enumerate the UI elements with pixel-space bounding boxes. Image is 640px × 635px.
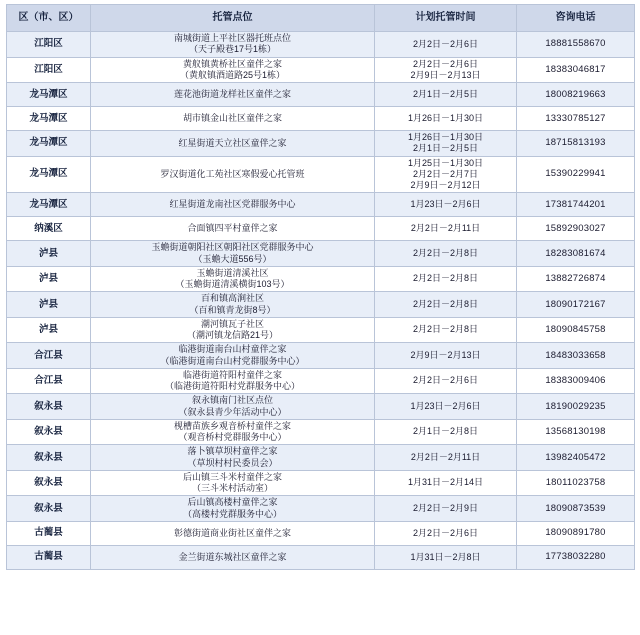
cell-time — [375, 394, 517, 420]
site-name: 胡市镇金山社区童伴之家 — [182, 112, 282, 123]
site-name: 合面镇四平村童伴之家 — [187, 223, 278, 234]
time-line: 2月2日－2月7日 — [412, 168, 479, 179]
time-line: 1月23日－2月6日 — [410, 400, 481, 411]
cell-phone: 18008219663 — [517, 83, 635, 107]
table-row — [7, 470, 635, 496]
table-row — [7, 496, 635, 522]
cell-phone: 13882726874 — [517, 266, 635, 292]
time-line: 2月2日－2月9日 — [412, 502, 479, 513]
cell-phone: 13568130198 — [517, 419, 635, 445]
table-row — [7, 343, 635, 369]
time-line: 2月1日－2月5日 — [412, 143, 479, 154]
table-row — [7, 394, 635, 420]
time-line: 2月9日－2月12日 — [410, 180, 481, 190]
site-address: （黄舣镇酒道路25号1栋） — [179, 69, 286, 80]
site-name: 玉蟾街道清溪社区 — [196, 267, 269, 278]
cell-site — [91, 419, 375, 445]
site-name: 黄舣镇黄桥社区童伴之家 — [182, 58, 282, 69]
site-name: 后山镇三斗米村童伴之家 — [182, 471, 282, 482]
cell-phone: 13982405472 — [517, 445, 635, 471]
cell-district: 古蔺县 — [7, 521, 91, 545]
time-line: 2月1日－2月5日 — [412, 88, 479, 99]
site-address: （高楼村党群服务中心） — [182, 508, 282, 519]
site-address: （观音桥村党群服务中心） — [178, 432, 287, 442]
cell-district: 泸县 — [7, 292, 91, 318]
site-name: 临港街道南台山村童伴之家 — [178, 344, 287, 355]
cell-time — [375, 107, 517, 131]
cell-district: 叙永县 — [7, 394, 91, 420]
cell-site — [91, 394, 375, 420]
cell-time — [375, 156, 517, 193]
time-line: 2月9日－2月13日 — [410, 349, 481, 360]
site-name: 金兰街道东城社区童伴之家 — [178, 551, 287, 562]
site-address: （三斗米村活动室） — [191, 483, 273, 493]
cell-phone: 15390229941 — [517, 156, 635, 193]
cell-phone: 13330785127 — [517, 107, 635, 131]
table-row — [7, 57, 635, 83]
site-name: 彰德街道商业街社区童伴之家 — [173, 527, 291, 538]
site-address: （草坝村村民委员会） — [187, 457, 278, 468]
cell-time — [375, 521, 517, 545]
time-line: 1月31日－2月8日 — [410, 551, 481, 562]
time-line: 2月2日－2月8日 — [412, 324, 479, 335]
site-address: （临港街道南台山村党群服务中心） — [160, 355, 305, 366]
site-name: 叙永镇南门社区点位 — [191, 395, 273, 406]
site-name: 临港街道符阳村童伴之家 — [182, 369, 282, 380]
cell-district: 龙马潭区 — [7, 193, 91, 217]
time-line: 1月25日－1月30日 — [407, 157, 484, 168]
table-row — [7, 156, 635, 193]
table-row — [7, 241, 635, 267]
header-row — [7, 5, 635, 32]
cell-site — [91, 241, 375, 267]
cell-phone: 18383009406 — [517, 368, 635, 394]
site-name: 玉蟾街道朝阳社区朝阳社区党群服务中心 — [151, 242, 314, 253]
cell-site — [91, 107, 375, 131]
cell-phone: 17738032280 — [517, 545, 635, 569]
cell-phone: 18090873539 — [517, 496, 635, 522]
cell-site — [91, 57, 375, 83]
table-row — [7, 193, 635, 217]
site-address: （玉蟾街道清溪横街103号） — [175, 279, 290, 289]
cell-district: 江阳区 — [7, 57, 91, 83]
column-header-site: 托管点位 — [91, 5, 375, 32]
cell-district: 龙马潭区 — [7, 107, 91, 131]
site-name: 莲花池街道龙样社区童伴之家 — [173, 88, 291, 99]
cell-phone: 15892903027 — [517, 217, 635, 241]
cell-district: 泸县 — [7, 317, 91, 343]
site-name: 罗汉街道化工苑社区寒假爱心托管班 — [160, 168, 305, 179]
table-row — [7, 419, 635, 445]
site-name: 红星街道天立社区童伴之家 — [178, 137, 287, 148]
cell-site — [91, 521, 375, 545]
cell-time — [375, 217, 517, 241]
site-name: 落卜镇草坝村童伴之家 — [187, 446, 278, 457]
cell-site — [91, 131, 375, 157]
cell-district: 龙马潭区 — [7, 131, 91, 157]
cell-phone: 18881558670 — [517, 32, 635, 58]
cell-phone: 18190029235 — [517, 394, 635, 420]
site-name: 百和镇高涧社区 — [200, 293, 264, 304]
time-line: 2月2日－2月6日 — [412, 38, 479, 49]
cell-time — [375, 292, 517, 318]
cell-district: 叙永县 — [7, 470, 91, 496]
site-address: （天子殿巷17号1栋） — [188, 44, 277, 55]
cell-district: 龙马潭区 — [7, 83, 91, 107]
cell-phone: 18090891780 — [517, 521, 635, 545]
time-line: 2月2日－2月11日 — [410, 451, 481, 462]
cell-time — [375, 343, 517, 369]
cell-site — [91, 217, 375, 241]
cell-time — [375, 266, 517, 292]
cell-time — [375, 57, 517, 83]
time-line: 2月2日－2月8日 — [412, 298, 479, 309]
site-name: 枧槽苗族乡观音桥村童伴之家 — [173, 420, 291, 431]
table-row — [7, 521, 635, 545]
site-address: （临港街道符阳村党群服务中心） — [164, 381, 300, 391]
cell-district: 叙永县 — [7, 419, 91, 445]
cell-site — [91, 496, 375, 522]
site-address: （叙永县青少年活动中心） — [178, 406, 287, 417]
table-row — [7, 317, 635, 343]
table-row — [7, 292, 635, 318]
childcare-schedule-table — [6, 4, 635, 570]
cell-site — [91, 545, 375, 569]
site-name: 红星街道龙南社区党群服务中心 — [169, 199, 296, 210]
cell-district: 叙永县 — [7, 445, 91, 471]
cell-time — [375, 131, 517, 157]
cell-district: 纳溪区 — [7, 217, 91, 241]
time-line: 1月26日－1月30日 — [407, 132, 484, 142]
column-header-district: 区（市、区） — [7, 5, 91, 32]
cell-time — [375, 419, 517, 445]
site-name: 后山镇高楼村童伴之家 — [187, 497, 278, 508]
cell-district: 叙永县 — [7, 496, 91, 522]
cell-site — [91, 83, 375, 107]
cell-phone: 18090172167 — [517, 292, 635, 318]
cell-time — [375, 368, 517, 394]
cell-phone: 18283081674 — [517, 241, 635, 267]
table-body — [7, 32, 635, 570]
cell-site — [91, 317, 375, 343]
cell-time — [375, 496, 517, 522]
time-line: 2月1日－2月8日 — [412, 426, 479, 437]
cell-time — [375, 445, 517, 471]
time-line: 1月31日－2月14日 — [407, 477, 484, 488]
column-header-phone: 咨询电话 — [517, 5, 635, 32]
cell-district: 合江县 — [7, 368, 91, 394]
table-row — [7, 131, 635, 157]
time-line: 2月2日－2月6日 — [412, 527, 479, 538]
cell-time — [375, 193, 517, 217]
column-header-time: 计划托管时间 — [375, 5, 517, 32]
time-line: 2月2日－2月6日 — [412, 375, 479, 386]
cell-district: 古蔺县 — [7, 545, 91, 569]
time-line: 2月2日－2月6日 — [412, 58, 479, 69]
cell-site — [91, 368, 375, 394]
site-address: （潮河镇龙信路21号） — [186, 330, 278, 340]
cell-district: 泸县 — [7, 266, 91, 292]
cell-site — [91, 266, 375, 292]
table-row — [7, 545, 635, 569]
cell-site — [91, 292, 375, 318]
cell-time — [375, 470, 517, 496]
site-name: 潮河镇瓦子社区 — [200, 318, 264, 329]
table-row — [7, 217, 635, 241]
cell-district: 江阳区 — [7, 32, 91, 58]
site-name: 南城街道上平社区器托班点位 — [173, 33, 291, 43]
time-line: 1月23日－2月6日 — [410, 199, 481, 210]
table-row — [7, 368, 635, 394]
cell-phone: 18715813193 — [517, 131, 635, 157]
time-line: 2月9日－2月13日 — [410, 69, 481, 80]
table-row — [7, 83, 635, 107]
cell-phone: 18383046817 — [517, 57, 635, 83]
cell-district: 龙马潭区 — [7, 156, 91, 193]
table-row — [7, 266, 635, 292]
cell-site — [91, 156, 375, 193]
cell-time — [375, 83, 517, 107]
time-line: 2月2日－2月8日 — [412, 247, 479, 258]
time-line: 2月2日－2月8日 — [412, 273, 479, 284]
cell-district: 泸县 — [7, 241, 91, 267]
table-row — [7, 107, 635, 131]
cell-phone: 17381744201 — [517, 193, 635, 217]
cell-time — [375, 317, 517, 343]
cell-time — [375, 32, 517, 58]
table-row — [7, 32, 635, 58]
time-line: 1月26日－1月30日 — [407, 112, 484, 123]
cell-phone: 18090845758 — [517, 317, 635, 343]
cell-site — [91, 445, 375, 471]
cell-site — [91, 193, 375, 217]
table-row — [7, 445, 635, 471]
cell-site — [91, 470, 375, 496]
table-header — [7, 5, 635, 32]
site-address: （百和镇青龙街8号） — [189, 304, 276, 315]
cell-phone: 18483033658 — [517, 343, 635, 369]
cell-time — [375, 545, 517, 569]
cell-site — [91, 32, 375, 58]
cell-district: 合江县 — [7, 343, 91, 369]
cell-time — [375, 241, 517, 267]
time-line: 2月2日－2月11日 — [410, 223, 481, 234]
cell-site — [91, 343, 375, 369]
site-address: （玉蟾大道556号） — [193, 253, 272, 264]
cell-phone: 18011023758 — [517, 470, 635, 496]
